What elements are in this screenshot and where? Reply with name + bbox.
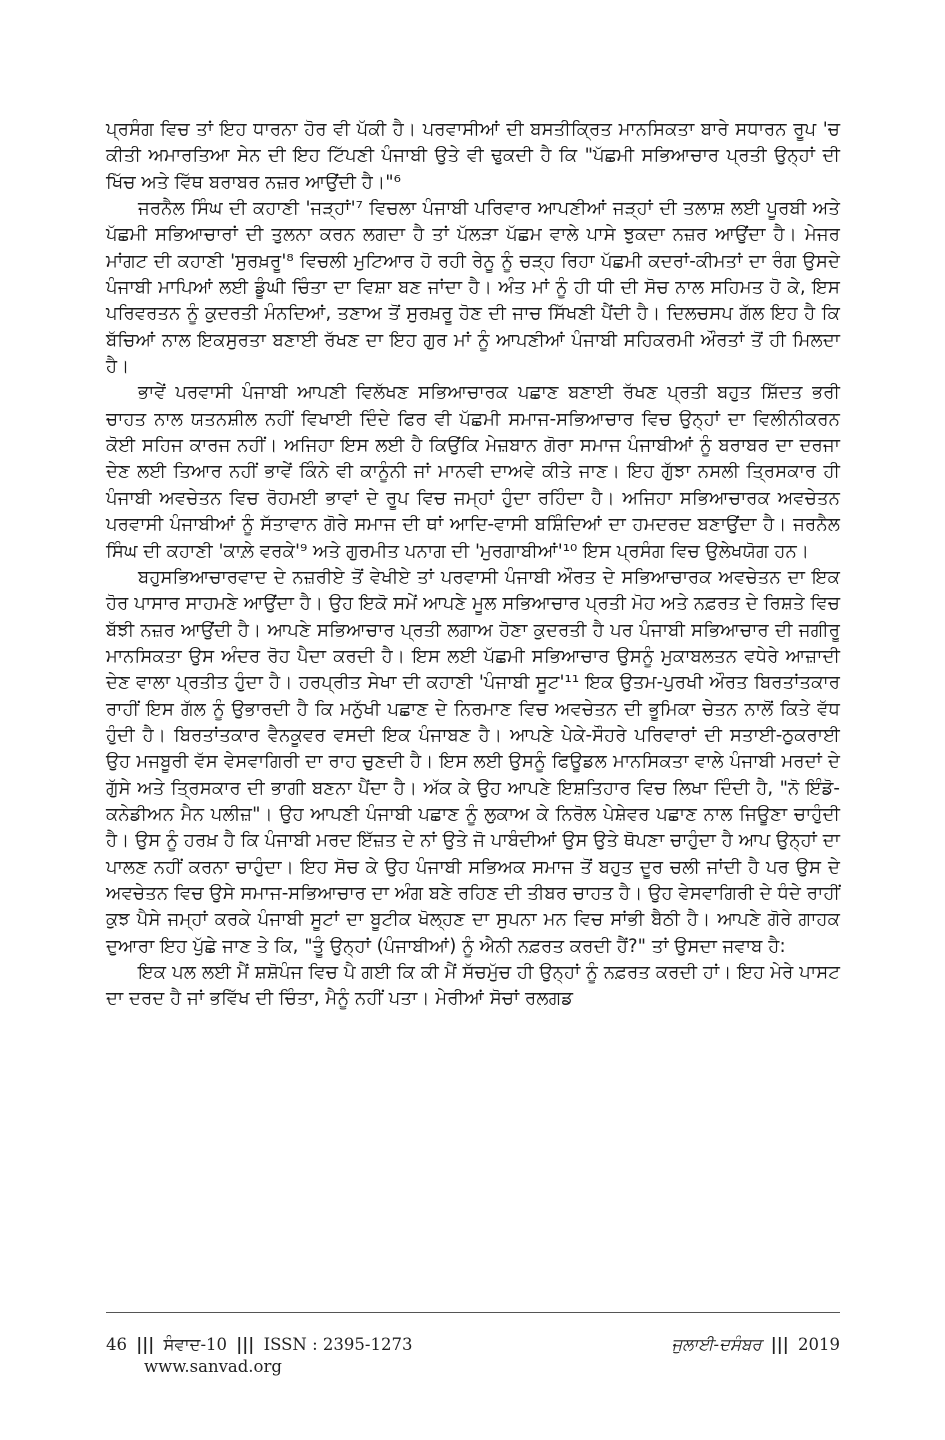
paragraph-4: ਬਹੁਸਭਿਆਚਾਰਵਾਦ ਦੇ ਨਜ਼ਰੀਏ ਤੋਂ ਵੇਖੀਏ ਤਾਂ ਪਰਵਾਸੀ ਪੰਜਾਬੀ ਔਰਤ ਦੇ ਸਭਿਆਚਾਰਕ ਅਵਚੇਤਨ ਦਾ ਇਕ ਹੋਰ ਪਾਸਾਰ ਸਾਹਮਣੇ ਆਉਂਦਾ ਹੈ। ਉਹ ਇਕੋ ਸਮੇਂ ਆਪਣੇ ਮੂਲ ਸਭਿਆਚਾਰ ਪ੍ਰਤੀ ਮੋਹ ਅਤੇ ਨਫ਼ਰਤ ਦੇ ਰਿਸ਼ਤੇ ਵਿਚ ਬੱਝੀ ਨਜ਼ਰ ਆਉਂਦੀ ਹੈ। ਆਪਣੇ ਸਭਿਆਚਾਰ ਪ੍ਰਤੀ ਲਗਾਅ ਹੋਣਾ ਕੁਦਰਤੀ ਹੈ ਪਰ ਪੰਜਾਬੀ ਸਭਿਆਚਾਰ ਦੀ ਜਗੀਰੂ ਮਾਨਸਿਕਤਾ ਉਸ ਅੰਦਰ ਰੋਹ ਪੈਦਾ ਕਰਦੀ ਹੈ। ਇਸ ਲਈ ਪੱਛਮੀ ਸਭਿਆਚਾਰ ਉਸਨੂੰ ਮੁਕਾਬਲਤਨ ਵਧੇਰੇ ਆਜ਼ਾਦੀ ਦੇਣ ਵਾਲਾ ਪ੍ਰਤੀਤ ਹੁੰਦਾ ਹੈ। ਹਰਪ੍ਰੀਤ ਸੇਖਾ ਦੀ ਕਹਾਣੀ 'ਪੰਜਾਬੀ ਸੂਟ'¹¹ ਇਕ ਉਤਮ-ਪੁਰਖੀ ਔਰਤ ਬਿਰਤਾਂਤਕਾਰ ਰਾਹੀਂ ਇਸ ਗੱਲ ਨੂੰ ਉਭਾਰਦੀ ਹੈ ਕਿ ਮਨੁੱਖੀ ਪਛਾਣ ਦੇ ਨਿਰਮਾਣ ਵਿਚ ਅਵਚੇਤਨ ਦੀ ਭੂਮਿਕਾ ਚੇਤਨ ਨਾਲੋਂ ਕਿਤੇ ਵੱਧ ਹੁੰਦੀ ਹੈ। ਬਿਰਤਾਂਤਕਾਰ ਵੈਨਕੂਵਰ ਵਸਦੀ ਇਕ ਪੰਜਾਬਣ ਹੈ। ਆਪਣੇ ਪੇਕੇ-ਸੌਹਰੇ ਪਰਿਵਾਰਾਂ ਦੀ ਸਤਾਈ-ਠੁਕਰਾਈ ਉਹ ਮਜਬੂਰੀ ਵੱਸ ਵੇਸਵਾਗਿਰੀ ਦਾ ਰਾਹ ਚੁਣਦੀ ਹੈ। ਇਸ ਲਈ ਉਸਨੂੰ ਫਿਊਡਲ ਮਾਨਸਿਕਤਾ ਵਾਲੇ ਪੰਜਾਬੀ ਮਰਦਾਂ ਦੇ ਗੁੱਸੇ ਅਤੇ ਤ੍ਰਿਸਕਾਰ ਦੀ ਭਾਗੀ ਬਣਨਾ ਪੈਂਦਾ ਹੈ। ਅੱਕ ਕੇ ਉਹ ਆਪਣੇ ਇਸ਼ਤਿਹਾਰ ਵਿਚ ਲਿਖਾ ਦਿੰਦੀ ਹੈ, "ਨੋ ਇੰਡੋ-ਕਨੇਡੀਅਨ ਮੈਨ ਪਲੀਜ਼"। ਉਹ ਆਪਣੀ ਪੰਜਾਬੀ ਪਛਾਣ ਨੂੰ ਲੁਕਾਅ ਕੇ ਨਿਰੋਲ ਪੇਸ਼ੇਵਰ ਪਛਾਣ ਨਾਲ ਜਿਊਣਾ ਚਾਹੁੰਦੀ ਹੈ। ਉਸ ਨੂੰ ਹਰਖ਼ ਹੈ ਕਿ ਪੰਜਾਬੀ ਮਰਦ ਇੱਜ਼ਤ ਦੇ ਨਾਂ ਉਤੇ ਜੋ ਪਾਬੰਦੀਆਂ ਉਸ ਉਤੇ ਥੋਪਣਾ ਚਾਹੁੰਦਾ ਹੈ ਆਪ ਉਨ੍ਹਾਂ ਦਾ ਪਾਲਣ ਨਹੀਂ ਕਰਨਾ ਚਾਹੁੰਦਾ। ਇਹ ਸੋਚ ਕੇ ਉਹ ਪੰਜਾਬੀ ਸਭਿਅਕ ਸਮਾਜ ਤੋਂ ਬਹੁਤ ਦੂਰ ਚਲੀ ਜਾਂਦੀ ਹੈ ਪਰ ਉਸ ਦੇ ਅਵਚੇਤਨ ਵਿਚ ਉਸੇ ਸਮਾਜ-ਸਭਿਆਚਾਰ ਦਾ ਅੰਗ ਬਣੇ ਰਹਿਣ ਦੀ ਤੀਬਰ ਚਾਹਤ ਹੈ। ਉਹ ਵੇਸਵਾਗਿਰੀ ਦੇ ਧੰਦੇ ਰਾਹੀਂ ਕੁਝ ਪੈਸੇ ਜਮ੍ਹਾਂ ਕਰਕੇ ਪੰਜਾਬੀ ਸੂਟਾਂ ਦਾ ਬੂਟੀਕ ਖੋਲ੍ਹਣ ਦਾ ਸੁਪਨਾ ਮਨ ਵਿਚ ਸਾਂਭੀ ਬੈਠੀ ਹੈ। ਆਪਣੇ ਗੋਰੇ ਗਾਹਕ ਦੁਆਰਾ ਇਹ ਪੁੱਛੇ ਜਾਣ ਤੇ ਕਿ, "ਤੂੰ ਉਨ੍ਹਾਂ (ਪੰਜਾਬੀਆਂ) ਨੂੰ ਐਨੀ ਨਫ਼ਰਤ ਕਰਦੀ ਹੈਂ?" ਤਾਂ ਉਸਦਾ ਜਵਾਬ ਹੈ: (106, 566, 840, 957)
issue-year: 2019 (798, 1335, 840, 1354)
separator-mark: ||| (236, 1335, 255, 1354)
paragraph-5-quote: ਇਕ ਪਲ ਲਈ ਮੈਂ ਸ਼ਸ਼ੋਪੰਜ ਵਿਚ ਪੈ ਗਈ ਕਿ ਕੀ ਮੈਂ ਸੱਚਮੁੱਚ ਹੀ ਉਨ੍ਹਾਂ ਨੂੰ ਨਫ਼ਰਤ ਕਰਦੀ ਹਾਂ। ਇਹ ਮੇਰੇ ਪਾਸਟ ਦਾ ਦਰਦ ਹੈ ਜਾਂ ਭਵਿੱਖ ਦੀ ਚਿੰਤਾ, ਮੈਨੂੰ ਨਹੀਂ ਪਤਾ। ਮੇਰੀਆਂ ਸੋਚਾਂ ਰਲਗਡ (106, 962, 840, 1010)
footer-right (672, 1335, 841, 1355)
separator-mark: ||| (136, 1335, 155, 1354)
paragraph-2: ਜਰਨੈਲ ਸਿੰਘ ਦੀ ਕਹਾਣੀ 'ਜੜ੍ਹਾਂ'⁷ ਵਿਚਲਾ ਪੰਜਾਬੀ ਪਰਿਵਾਰ ਆਪਣੀਆਂ ਜੜ੍ਹਾਂ ਦੀ ਤਲਾਸ਼ ਲਈ ਪੂਰਬੀ ਅਤੇ ਪੱਛਮੀ ਸਭਿਆਚਾਰਾਂ ਦੀ ਤੁਲਨਾ ਕਰਨ ਲਗਦਾ ਹੈ ਤਾਂ ਪੱਲੜਾ ਪੱਛਮ ਵਾਲੇ ਪਾਸੇ ਝੁਕਦਾ ਨਜ਼ਰ ਆਉਂਦਾ ਹੈ। ਮੇਜਰ ਮਾਂਗਟ ਦੀ ਕਹਾਣੀ 'ਸੁਰਖ਼ਰੂ'⁸ ਵਿਚਲੀ ਮੁਟਿਆਰ ਹੋ ਰਹੀ ਰੇਨੂ ਨੂੰ ਚੜ੍ਹ ਰਿਹਾ ਪੱਛਮੀ ਕਦਰਾਂ-ਕੀਮਤਾਂ ਦਾ ਰੰਗ ਉਸਦੇ ਪੰਜਾਬੀ ਮਾਪਿਆਂ ਲਈ ਡੂੰਘੀ ਚਿੰਤਾ ਦਾ ਵਿਸ਼ਾ ਬਣ ਜਾਂਦਾ ਹੈ। ਅੰਤ ਮਾਂ ਨੂੰ ਹੀ ਧੀ ਦੀ ਸੋਚ ਨਾਲ ਸਹਿਮਤ ਹੋ ਕੇ, ਇਸ ਪਰਿਵਰਤਨ ਨੂੰ ਕੁਦਰਤੀ ਮੰਨਦਿਆਂ, ਤਣਾਅ ਤੋਂ ਸੁਰਖ਼ਰੂ ਹੋਣ ਦੀ ਜਾਚ ਸਿੱਖਣੀ ਪੈਂਦੀ ਹੈ। ਦਿਲਚਸਪ ਗੱਲ ਇਹ ਹੈ ਕਿ ਬੱਚਿਆਂ ਨਾਲ ਇਕਸੁਰਤਾ ਬਣਾਈ ਰੱਖਣ ਦਾ ਇਹ ਗੁਰ ਮਾਂ ਨੂੰ ਆਪਣੀਆਂ ਪੰਜਾਬੀ ਸਹਿਕਰਮੀ ਔਰਤਾਂ ਤੋਂ ਹੀ ਮਿਲਦਾ ਹੈ। (106, 198, 840, 378)
article-body (106, 117, 840, 1013)
issue-period: ਜੁਲਾਈ-ਦਸੰਬਰ (671, 1335, 762, 1354)
page-number: 46 (106, 1335, 127, 1354)
journal-name: ਸੰਵਾਦ-10 (163, 1335, 228, 1354)
page-footer (106, 1335, 840, 1385)
separator-mark: ||| (770, 1335, 789, 1354)
paragraph-3: ਭਾਵੇਂ ਪਰਵਾਸੀ ਪੰਜਾਬੀ ਆਪਣੀ ਵਿਲੱਖਣ ਸਭਿਆਚਾਰਕ ਪਛਾਣ ਬਣਾਈ ਰੱਖਣ ਪ੍ਰਤੀ ਬਹੁਤ ਸ਼ਿੱਦਤ ਭਰੀ ਚਾਹਤ ਨਾਲ ਯਤਨਸ਼ੀਲ ਨਹੀਂ ਵਿਖਾਈ ਦਿੰਦੇ ਫਿਰ ਵੀ ਪੱਛਮੀ ਸਮਾਜ-ਸਭਿਆਚਾਰ ਵਿਚ ਉਨ੍ਹਾਂ ਦਾ ਵਿਲੀਨੀਕਰਨ ਕੋਈ ਸਹਿਜ ਕਾਰਜ ਨਹੀਂ। ਅਜਿਹਾ ਇਸ ਲਈ ਹੈ ਕਿਉਂਕਿ ਮੇਜ਼ਬਾਨ ਗੋਰਾ ਸਮਾਜ ਪੰਜਾਬੀਆਂ ਨੂੰ ਬਰਾਬਰ ਦਾ ਦਰਜਾ ਦੇਣ ਲਈ ਤਿਆਰ ਨਹੀਂ ਭਾਵੇਂ ਕਿੰਨੇ ਵੀ ਕਾਨੂੰਨੀ ਜਾਂ ਮਾਨਵੀ ਦਾਅਵੇ ਕੀਤੇ ਜਾਣ। ਇਹ ਗੁੱਝਾ ਨਸਲੀ ਤ੍ਰਿਸਕਾਰ ਹੀ ਪੰਜਾਬੀ ਅਵਚੇਤਨ ਵਿਚ ਰੋਹਮਈ ਭਾਵਾਂ ਦੇ ਰੂਪ ਵਿਚ ਜਮ੍ਹਾਂ ਹੁੰਦਾ ਰਹਿੰਦਾ ਹੈ। ਅਜਿਹਾ ਸਭਿਆਚਾਰਕ ਅਵਚੇਤਨ ਪਰਵਾਸੀ ਪੰਜਾਬੀਆਂ ਨੂੰ ਸੱਤਾਵਾਨ ਗੋਰੇ ਸਮਾਜ ਦੀ ਥਾਂ ਆਦਿ-ਵਾਸੀ ਬਸ਼ਿੰਦਿਆਂ ਦਾ ਹਮਦਰਦ ਬਣਾਉਂਦਾ ਹੈ। ਜਰਨੈਲ ਸਿੰਘ ਦੀ ਕਹਾਣੀ 'ਕਾਲ਼ੇ ਵਰਕੇ'⁹ ਅਤੇ ਗੁਰਮੀਤ ਪਨਾਗ ਦੀ 'ਮੁਰਗਾਬੀਆਂ'¹⁰ ਇਸ ਪ੍ਰਸੰਗ ਵਿਚ ਉਲੇਖਯੋਗ ਹਨ। (106, 382, 840, 562)
issn: ISSN : 2395-1273 (263, 1335, 413, 1354)
paragraph-1: ਪ੍ਰਸੰਗ ਵਿਚ ਤਾਂ ਇਹ ਧਾਰਨਾ ਹੋਰ ਵੀ ਪੱਕੀ ਹੈ। ਪਰਵਾਸੀਆਂ ਦੀ ਬਸਤੀਕ੍ਰਿਤ ਮਾਨਸਿਕਤਾ ਬਾਰੇ ਸਧਾਰਨ ਰੂਪ 'ਚ ਕੀਤੀ ਅਮਾਰਤਿਆ ਸੇਨ ਦੀ ਇਹ ਟਿੱਪਣੀ ਪੰਜਾਬੀ ਉਤੇ ਵੀ ਢੁਕਦੀ ਹੈ ਕਿ "ਪੱਛਮੀ ਸਭਿਆਚਾਰ ਪ੍ਰਤੀ ਉਨ੍ਹਾਂ ਦੀ ਖਿੱਚ ਅਤੇ ਵਿੱਥ ਬਰਾਬਰ ਨਜ਼ਰ ਆਉਂਦੀ ਹੈ।"⁶ (106, 119, 840, 193)
website-link[interactable]: www.sanvad.org (144, 1357, 282, 1376)
footer-divider (106, 1312, 840, 1313)
footer-left (106, 1335, 412, 1355)
